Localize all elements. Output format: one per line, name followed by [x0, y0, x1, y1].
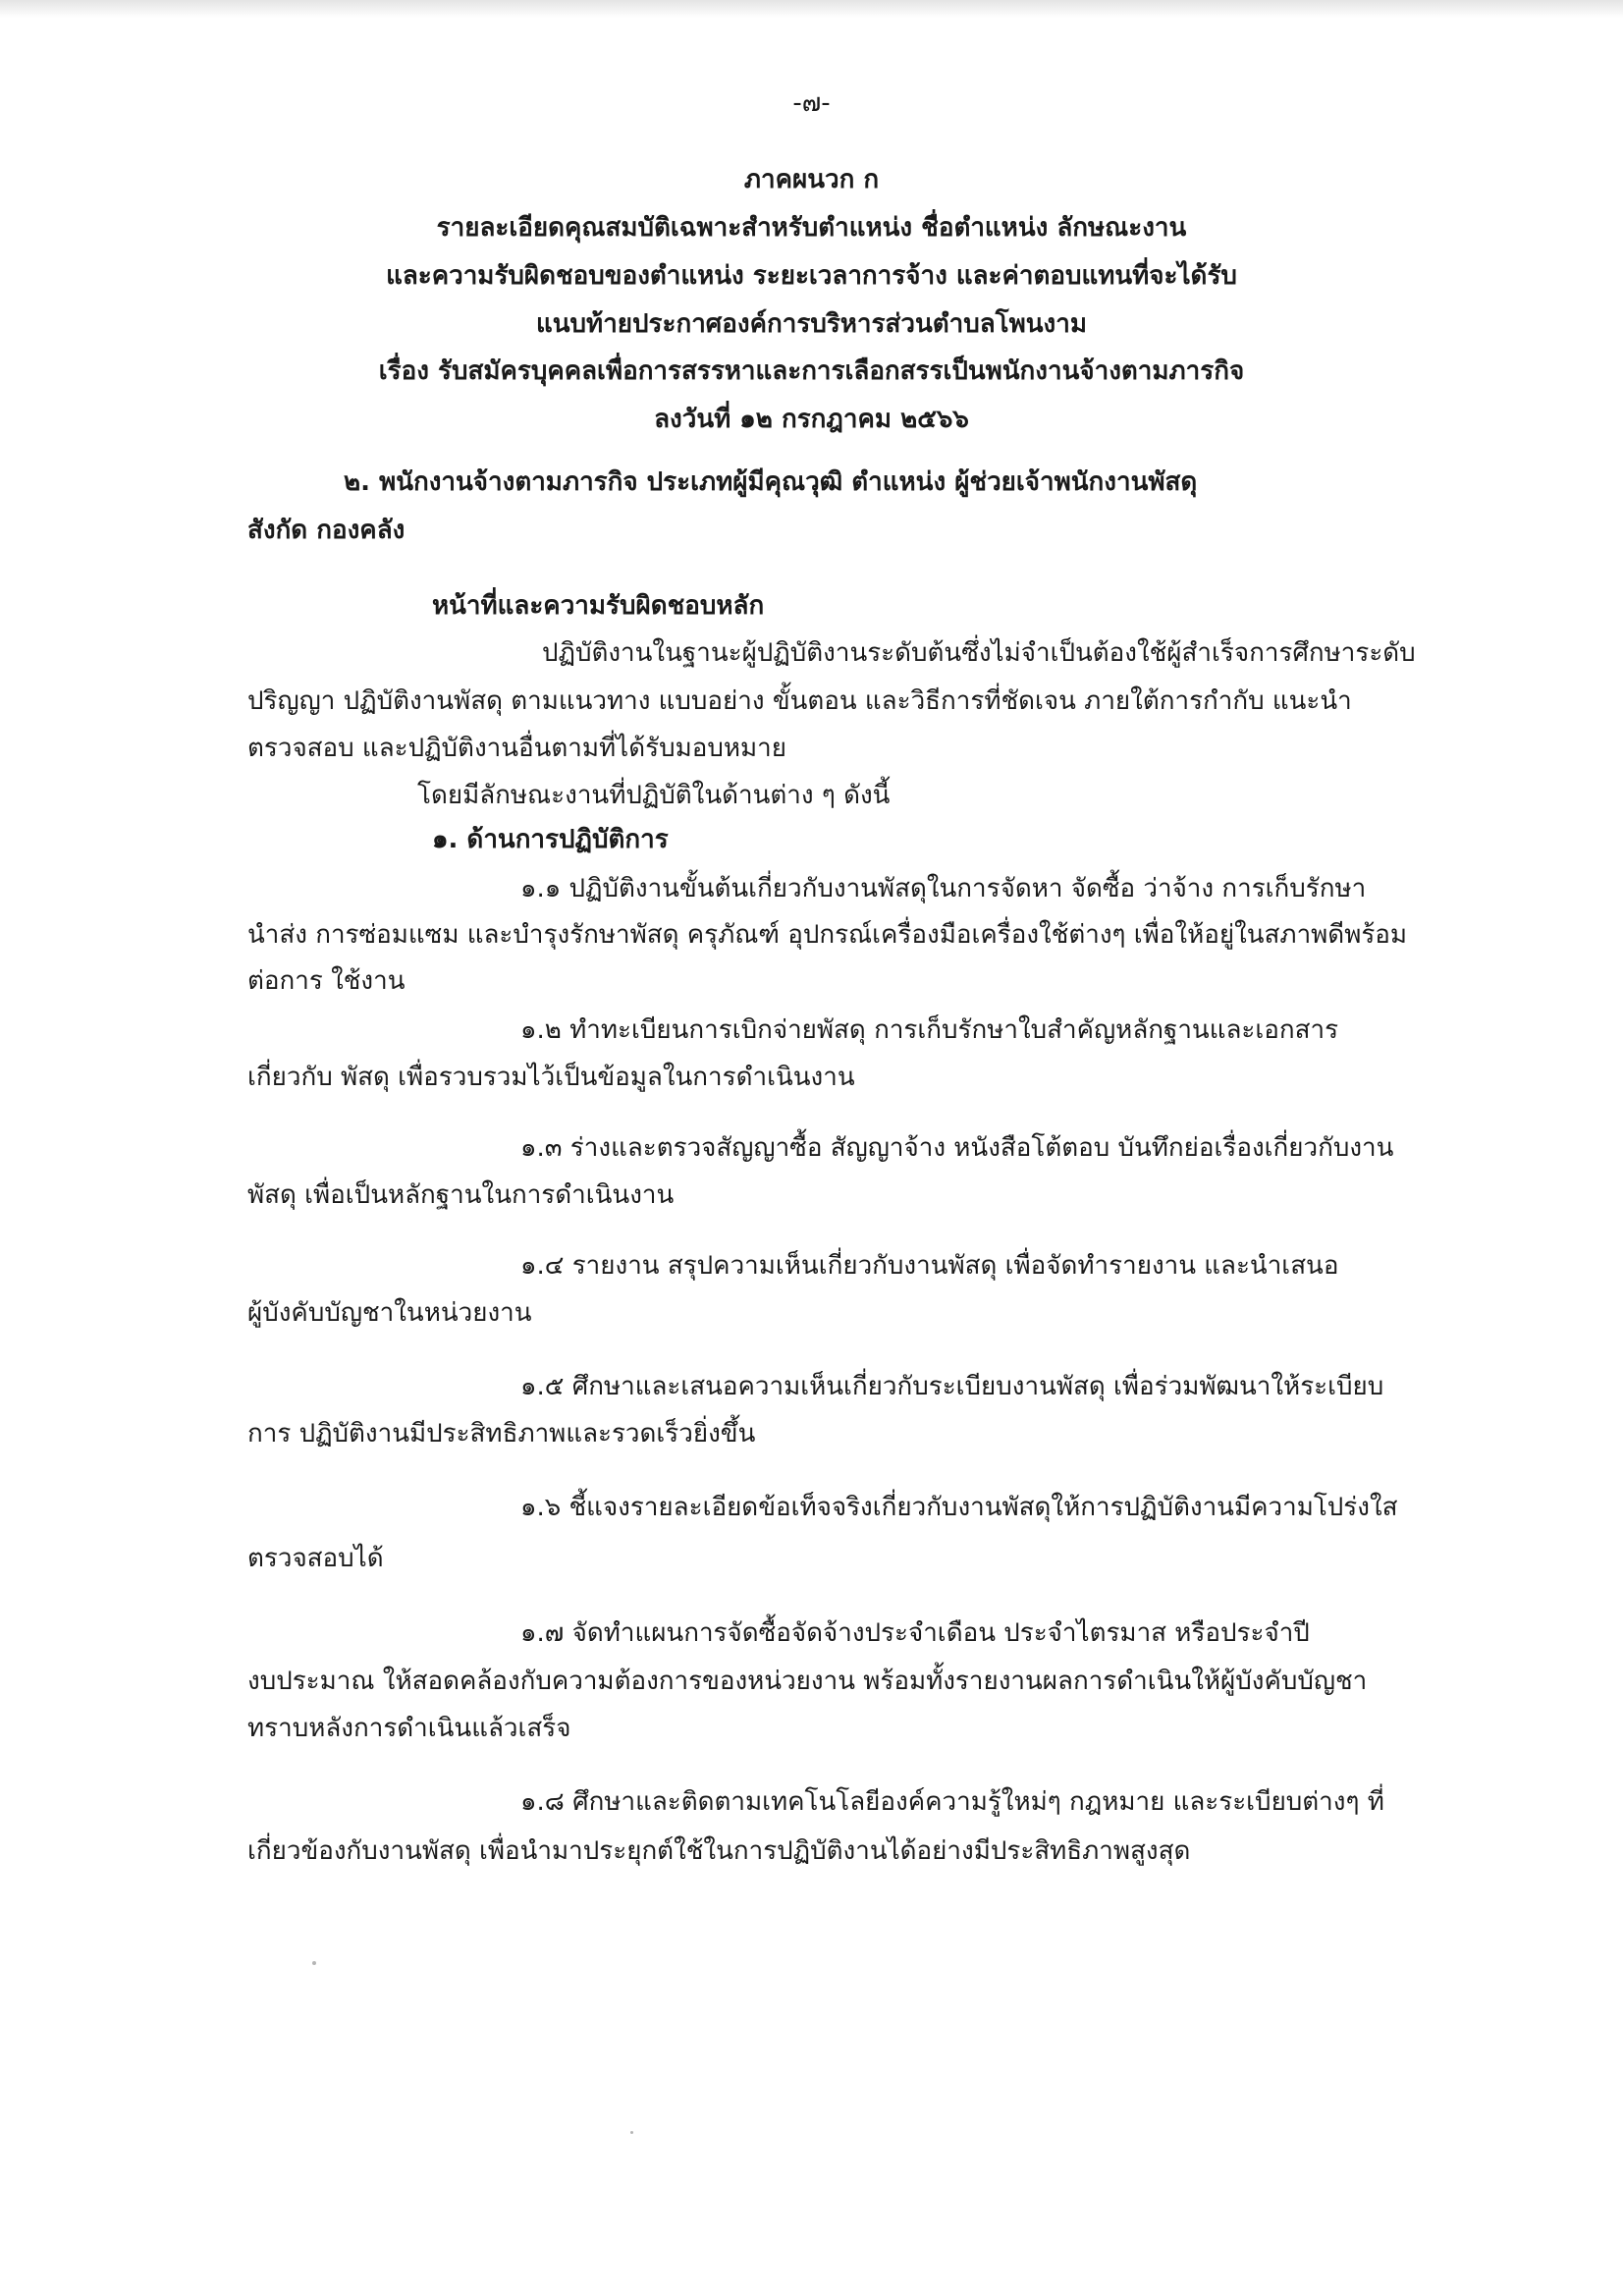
header-date: ลงวันที่ ๑๒ กรกฎาคม ๒๕๖๖ [654, 405, 969, 434]
item-7-line-1: ๑.๗ จัดทำแผนการจัดซื้อจัดจ้างประจำเดือน ประจำไตรมาส หรือประจำปี [520, 1618, 1310, 1648]
item-2-line-2: เกี่ยวกับ พัสดุ เพื่อรวบรวมไว้เป็นข้อมูลในการดำเนินงาน [247, 1063, 855, 1092]
appendix-title: ภาคผนวก ก [743, 165, 880, 194]
scan-speck [630, 2131, 633, 2134]
item-4-line-2: ผู้บังคับบัญชาในหน่วยงาน [247, 1298, 532, 1328]
intro-line-3: ตรวจสอบ และปฏิบัติงานอื่นตามที่ได้รับมอบหมาย [247, 734, 786, 763]
header-line-2: และความรับผิดชอบของตำแหน่ง ระยะเวลาการจ้าง และค่าตอบแทนที่จะได้รับ [386, 261, 1237, 291]
item-3-line-2: พัสดุ เพื่อเป็นหลักฐานในการดำเนินงาน [247, 1180, 675, 1210]
header-line-1: รายละเอียดคุณสมบัติเฉพาะสำหรับตำแหน่ง ชื่อตำแหน่ง ลักษณะงาน [436, 213, 1187, 243]
item-5-line-2: การ ปฏิบัติงานมีประสิทธิภาพและรวดเร็วยิ่งขึ้น [247, 1419, 756, 1449]
section-heading: ๑. ด้านการปฏิบัติการ [432, 825, 669, 854]
item-3-line-1: ๑.๓ ร่างและตรวจสัญญาซื้อ สัญญาจ้าง หนังสือโต้ตอบ บันทึกย่อเรื่องเกี่ยวกับงาน [520, 1133, 1394, 1163]
position-line-2: สังกัด กองคลัง [247, 516, 406, 545]
item-8-line-1: ๑.๘ ศึกษาและติดตามเทคโนโลยีองค์ความรู้ใหม่ๆ กฎหมาย และระเบียบต่างๆ ที่ [520, 1787, 1384, 1817]
item-1-line-3: ต่อการ ใช้งาน [247, 966, 406, 996]
scan-speck [312, 1961, 316, 1965]
item-6-line-2: ตรวจสอบได้ [247, 1544, 384, 1573]
duties-heading: หน้าที่และความรับผิดชอบหลัก [432, 591, 765, 621]
item-7-line-2: งบประมาณ ให้สอดคล้องกับความต้องการของหน่วยงาน พร้อมทั้งรายงานผลการดำเนินให้ผู้บังคับบัญชา [247, 1667, 1368, 1696]
lead-in: โดยมีลักษณะงานที่ปฏิบัติในด้านต่าง ๆ ดังนี้ [417, 781, 891, 810]
item-1-line-1: ๑.๑ ปฏิบัติงานขั้นต้นเกี่ยวกับงานพัสดุในการจัดหา จัดซื้อ ว่าจ้าง การเก็บรักษา [520, 874, 1367, 903]
header-line-4: เรื่อง รับสมัครบุคคลเพื่อการสรรหาและการเลือกสรรเป็นพนักงานจ้างตามภารกิจ [378, 356, 1245, 386]
item-8-line-2: เกี่ยวข้องกับงานพัสดุ เพื่อนำมาประยุกต์ใช้ในการปฏิบัติงานได้อย่างมีประสิทธิภาพสูงสุด [247, 1836, 1191, 1866]
position-line-1: ๒. พนักงานจ้างตามภารกิจ ประเภทผู้มีคุณวุฒิ ตำแหน่ง ผู้ช่วยเจ้าพนักงานพัสดุ [344, 467, 1198, 497]
intro-line-2: ปริญญา ปฏิบัติงานพัสดุ ตามแนวทาง แบบอย่าง ขั้นตอน และวิธีการที่ชัดเจน ภายใต้การกำกับ แนะนำ [247, 686, 1352, 716]
intro-line-1: ปฏิบัติงานในฐานะผู้ปฏิบัติงานระดับต้นซึ่งไม่จำเป็นต้องใช้ผู้สำเร็จการศึกษาระดับ [542, 638, 1416, 668]
header-line-3: แนบท้ายประกาศองค์การบริหารส่วนตำบลโพนงาม [536, 309, 1087, 339]
item-6-line-1: ๑.๖ ชี้แจงรายละเอียดข้อเท็จจริงเกี่ยวกับงานพัสดุให้การปฏิบัติงานมีความโปร่งใส [520, 1493, 1398, 1522]
item-2-line-1: ๑.๒ ทำทะเบียนการเบิกจ่ายพัสดุ การเก็บรักษาใบสำคัญหลักฐานและเอกสาร [520, 1015, 1339, 1045]
item-5-line-1: ๑.๕ ศึกษาและเสนอความเห็นเกี่ยวกับระเบียบงานพัสดุ เพื่อร่วมพัฒนาให้ระเบียบ [520, 1372, 1384, 1401]
item-7-line-3: ทราบหลังการดำเนินแล้วเสร็จ [247, 1714, 571, 1743]
page-number: -๗- [792, 88, 831, 118]
item-4-line-1: ๑.๔ รายงาน สรุปความเห็นเกี่ยวกับงานพัสดุ เพื่อจัดทำรายงาน และนำเสนอ [520, 1251, 1339, 1281]
item-1-line-2: นำส่ง การซ่อมแซม และบำรุงรักษาพัสดุ ครุภัณฑ์ อุปกรณ์เครื่องมือเครื่องใช้ต่างๆ เพื่อให้อยู่ในสภาพดีพร้อม [247, 920, 1408, 950]
